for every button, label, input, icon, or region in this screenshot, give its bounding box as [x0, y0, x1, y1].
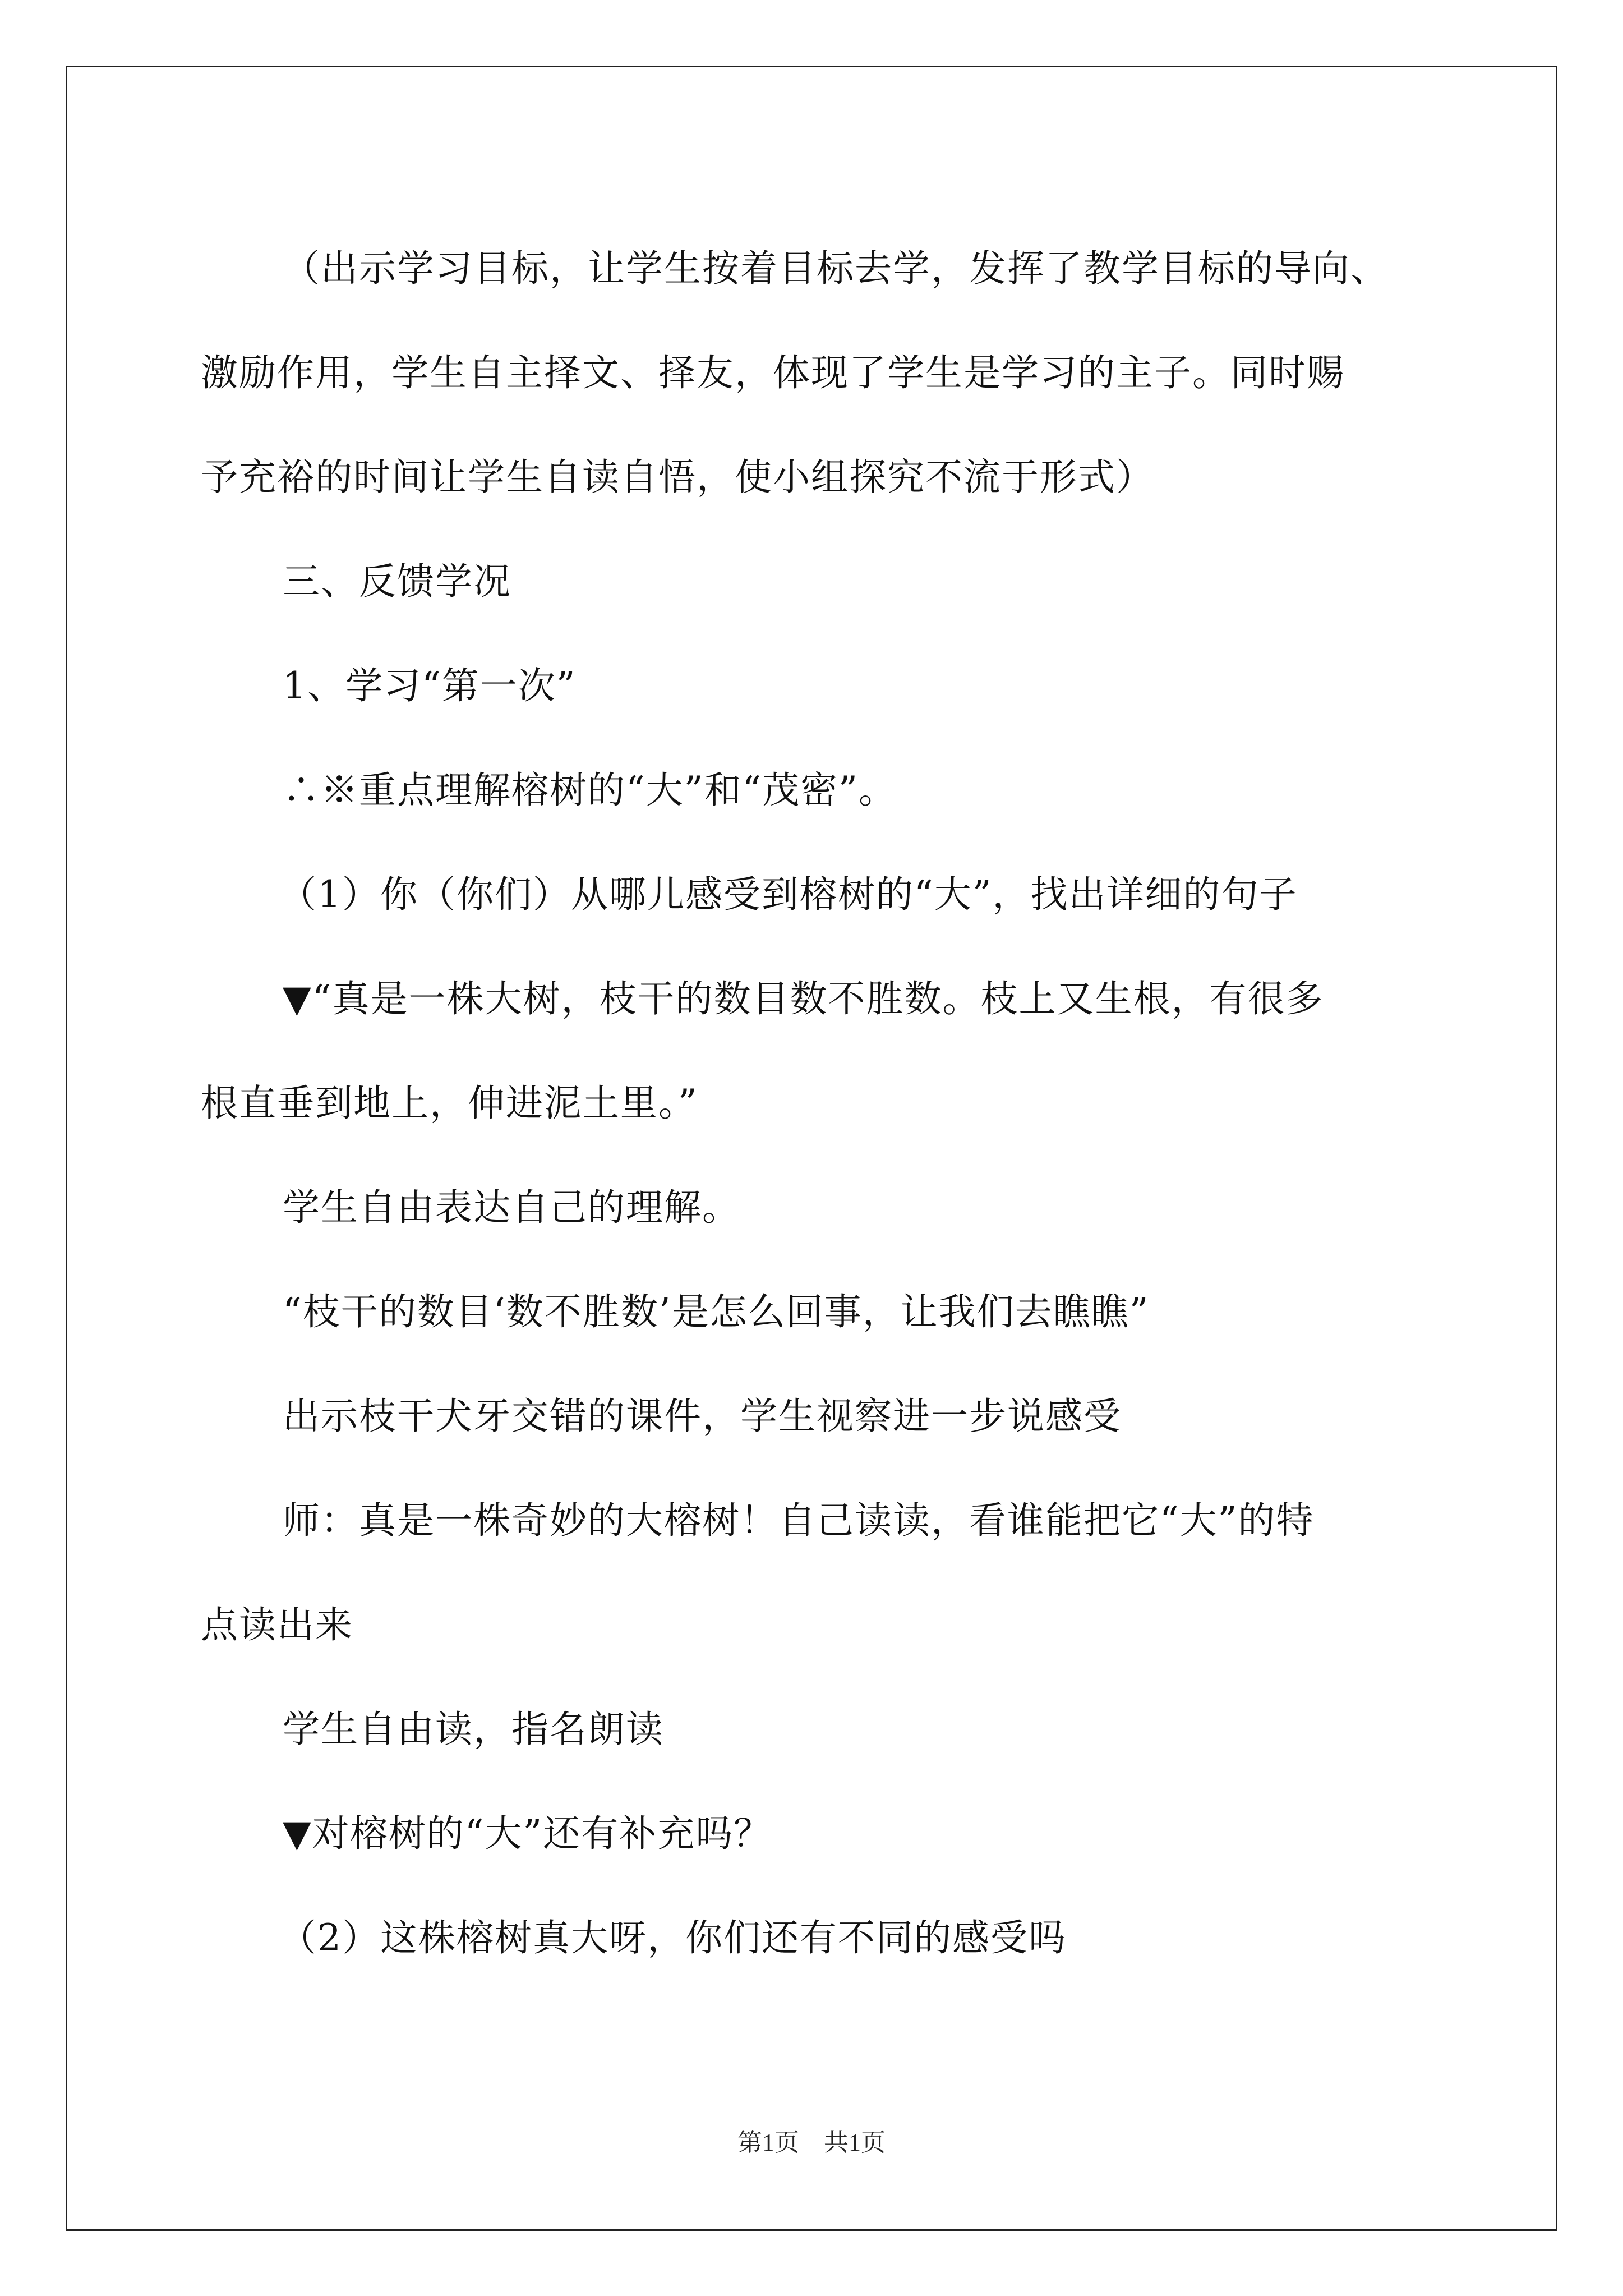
paragraph: （出示学习目标，让学生按着目标去学，发挥了教学目标的导向、	[283, 247, 1389, 290]
paragraph: 予充裕的时间让学生自读自悟，使小组探究不流于形式）	[201, 455, 1154, 499]
paragraph: ∴※重点理解榕树的“大”和“茂密”。	[283, 769, 897, 812]
paragraph: ▼对榕树的“大”还有补充吗？	[283, 1812, 772, 1855]
paragraph: 学生自由表达自己的理解。	[283, 1186, 740, 1229]
paragraph: 学生自由读，指名朗读	[283, 1708, 664, 1751]
paragraph: 激励作用，学生自主择文、择友，体现了学生是学习的主子。同时赐	[201, 351, 1345, 394]
section-heading: 三、反馈学况	[283, 560, 511, 603]
paragraph: 出示枝干犬牙交错的课件，学生视察进一步说感受	[283, 1395, 1122, 1438]
paragraph: （1）你（你们）从哪儿感受到榕树的“大”，找出详细的句子	[279, 873, 1298, 916]
paragraph: 根直垂到地上，伸进泥土里。”	[201, 1082, 698, 1125]
subsection-heading: 1、学习“第一次”	[283, 664, 577, 707]
document-body	[201, 217, 1474, 1990]
paragraph: “枝干的数目‘数不胜数’是怎么回事，让我们去瞧瞧”	[283, 1290, 1150, 1333]
page-number-footer: 第1页 共1页	[737, 2129, 886, 2156]
paragraph: （2）这株榕树真大呀，你们还有不同的感受吗	[279, 1916, 1067, 1959]
paragraph: ▼“真是一株大树，枝干的数目数不胜数。枝上又生根，有很多	[283, 977, 1324, 1020]
paragraph: 师：真是一株奇妙的大榕树！自己读读，看谁能把它“大”的特	[283, 1499, 1315, 1542]
paragraph: 点读出来	[201, 1603, 353, 1646]
